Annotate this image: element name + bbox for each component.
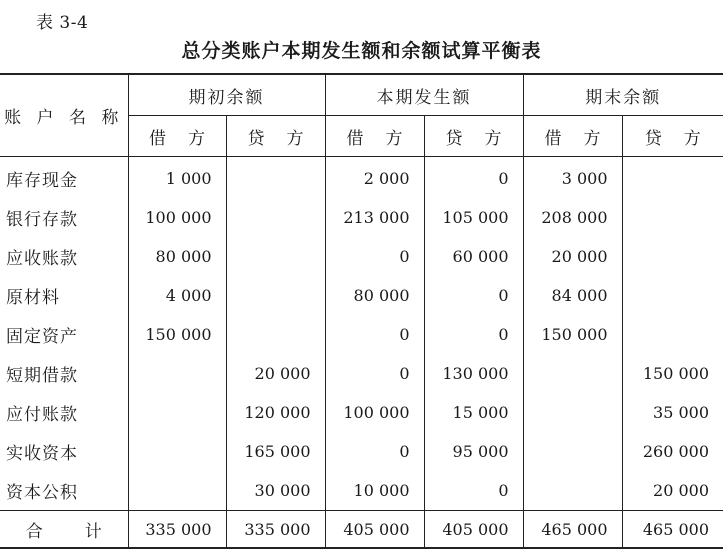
opening-debit: 150 000 — [128, 315, 226, 354]
total-label: 合 计 — [0, 511, 128, 549]
opening-credit — [226, 315, 325, 354]
opening-credit — [226, 198, 325, 237]
opening-credit — [226, 237, 325, 276]
closing-credit: 20 000 — [622, 471, 723, 511]
total-opening-credit: 335 000 — [226, 511, 325, 549]
opening-credit — [226, 157, 325, 199]
closing-credit: 35 000 — [622, 393, 723, 432]
opening-debit — [128, 393, 226, 432]
opening-debit: 80 000 — [128, 237, 226, 276]
table-row — [0, 471, 723, 511]
opening-credit: 30 000 — [226, 471, 325, 511]
period-debit: 100 000 — [325, 393, 424, 432]
table-row — [0, 393, 723, 432]
account-name: 银行存款 — [6, 210, 78, 230]
account-name: 实收资本 — [6, 444, 78, 464]
opening-debit: 100 000 — [128, 198, 226, 237]
closing-credit — [622, 237, 723, 276]
closing-balance-header: 期末余额 — [523, 74, 723, 116]
closing-credit — [622, 315, 723, 354]
account-name-header: 账 户 名 称 — [0, 74, 128, 157]
table-title: 总分类账户本期发生额和余额试算平衡表 — [181, 40, 542, 62]
table-row — [0, 315, 723, 354]
period-debit: 2 000 — [325, 157, 424, 199]
closing-debit: 3 000 — [523, 157, 622, 199]
period-credit: 60 000 — [424, 237, 523, 276]
table-row — [0, 432, 723, 471]
total-period-credit: 405 000 — [424, 511, 523, 549]
total-period-debit: 405 000 — [325, 511, 424, 549]
account-name: 库存现金 — [6, 171, 78, 191]
debit-header: 借 方 — [523, 116, 622, 157]
debit-header: 借 方 — [325, 116, 424, 157]
table-row — [0, 237, 723, 276]
total-row — [0, 511, 723, 549]
table-row — [0, 157, 723, 199]
closing-credit — [622, 157, 723, 199]
account-name: 原材料 — [6, 288, 60, 308]
opening-debit — [128, 354, 226, 393]
table-row — [0, 198, 723, 237]
period-credit: 0 — [424, 276, 523, 315]
debit-header: 借 方 — [128, 116, 226, 157]
closing-debit: 84 000 — [523, 276, 622, 315]
closing-debit — [523, 471, 622, 511]
table-label: 表 3-4 — [36, 13, 89, 33]
closing-credit: 260 000 — [622, 432, 723, 471]
account-name: 应付账款 — [6, 405, 78, 425]
credit-header: 贷 方 — [622, 116, 723, 157]
account-name: 资本公积 — [6, 483, 78, 503]
opening-balance-header: 期初余额 — [128, 74, 325, 116]
opening-debit — [128, 471, 226, 511]
table-row — [0, 354, 723, 393]
closing-credit: 150 000 — [622, 354, 723, 393]
period-credit: 0 — [424, 471, 523, 511]
credit-header: 贷 方 — [226, 116, 325, 157]
closing-debit — [523, 354, 622, 393]
current-period-header: 本期发生额 — [325, 74, 523, 116]
opening-credit — [226, 276, 325, 315]
period-debit: 213 000 — [325, 198, 424, 237]
period-debit: 80 000 — [325, 276, 424, 315]
opening-debit — [128, 432, 226, 471]
closing-debit: 20 000 — [523, 237, 622, 276]
closing-debit: 208 000 — [523, 198, 622, 237]
account-name: 短期借款 — [6, 366, 78, 386]
opening-credit: 120 000 — [226, 393, 325, 432]
closing-credit — [622, 198, 723, 237]
period-credit: 130 000 — [424, 354, 523, 393]
opening-credit: 165 000 — [226, 432, 325, 471]
account-name: 固定资产 — [6, 327, 78, 347]
opening-debit: 4 000 — [128, 276, 226, 315]
period-credit: 15 000 — [424, 393, 523, 432]
opening-debit: 1 000 — [128, 157, 226, 199]
credit-header: 贷 方 — [424, 116, 523, 157]
total-opening-debit: 335 000 — [128, 511, 226, 549]
period-debit: 0 — [325, 237, 424, 276]
period-debit: 0 — [325, 432, 424, 471]
trial-balance-table — [0, 73, 723, 549]
period-credit: 95 000 — [424, 432, 523, 471]
account-name: 应收账款 — [6, 249, 78, 269]
total-closing-debit: 465 000 — [523, 511, 622, 549]
period-debit: 0 — [325, 315, 424, 354]
closing-debit: 150 000 — [523, 315, 622, 354]
period-credit: 0 — [424, 315, 523, 354]
table-row — [0, 276, 723, 315]
closing-credit — [622, 276, 723, 315]
closing-debit — [523, 393, 622, 432]
total-closing-credit: 465 000 — [622, 511, 723, 549]
period-credit: 0 — [424, 157, 523, 199]
header-row-groups — [0, 74, 723, 116]
period-debit: 0 — [325, 354, 424, 393]
period-debit: 10 000 — [325, 471, 424, 511]
opening-credit: 20 000 — [226, 354, 325, 393]
closing-debit — [523, 432, 622, 471]
period-credit: 105 000 — [424, 198, 523, 237]
